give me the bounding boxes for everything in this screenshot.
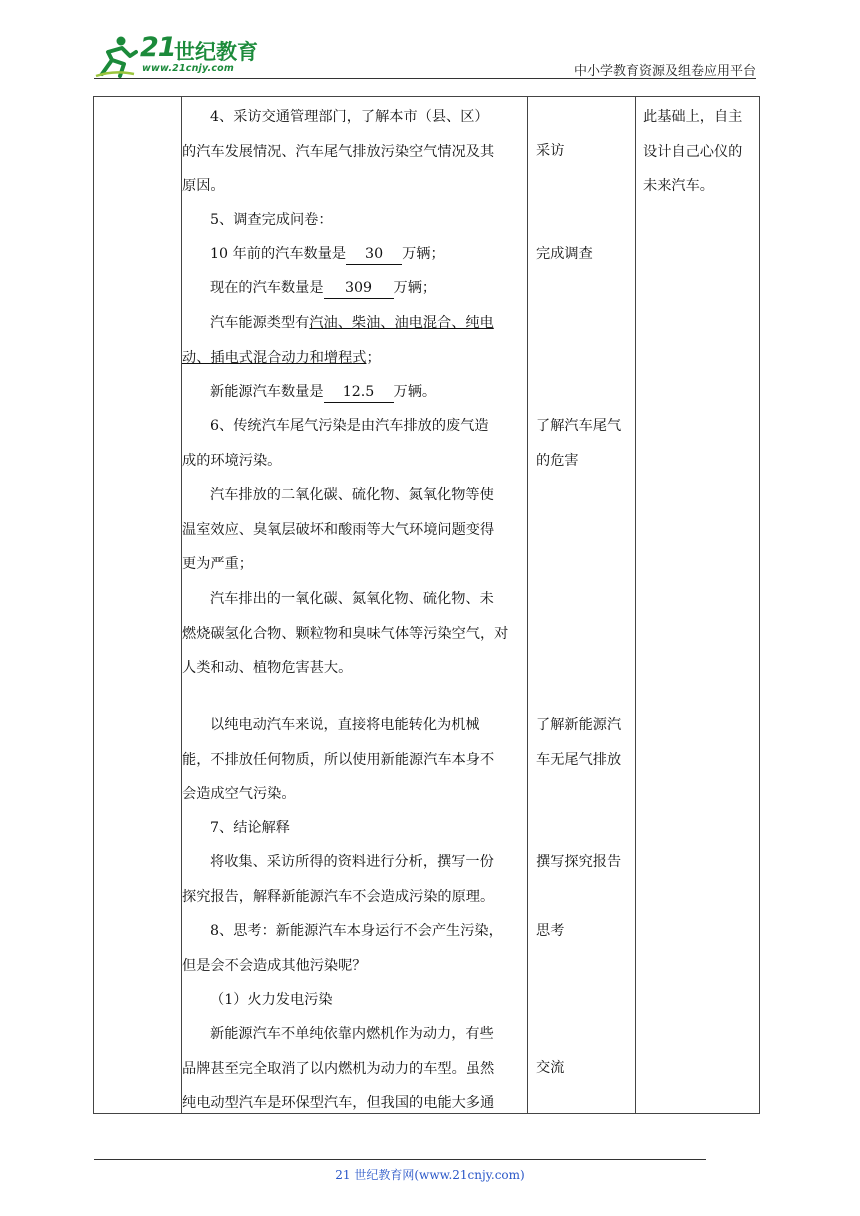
lesson-table (93, 96, 760, 1114)
survey-question-2: 现在的汽车数量是 309 万辆； (182, 271, 528, 306)
step-5: 5、调查完成问卷： (210, 212, 333, 228)
paragraph-electric: 以纯电动汽车来说，直接将电能转化为机械 能，不排放任何物质，所以使用新能源汽车本身不 会造成空气污染。 (182, 717, 495, 802)
activity-think: 思考 (536, 923, 565, 939)
activity-no-emission: 了解新能源汽 车无尾气排放 (536, 717, 622, 768)
stage-cell (94, 97, 182, 1114)
activity-report: 撰写探究报告 (536, 854, 622, 870)
paragraph-report: 将收集、采访所得的资料进行分析，撰写一份 探究报告，解释新能源汽车不会造成污染的原理。 (182, 854, 495, 905)
activity-interview: 采访 (536, 143, 565, 159)
student-activity-cell (528, 97, 636, 1114)
page-header (0, 0, 860, 80)
subheading-thermal-power: （1）火力发电污染 (210, 992, 333, 1008)
runner-logo-icon (94, 34, 138, 78)
design-intent-cell (636, 97, 760, 1114)
activity-discuss: 交流 (536, 1060, 565, 1076)
paragraph-pollutants: 汽车排出的一氧化碳、氮氧化物、硫化物、未 燃烧碳氢化合物、颗粒物和臭味气体等污染空气，对 人类和动、植物危害甚大。 (182, 591, 509, 676)
logo-name: 世纪教育 (174, 40, 258, 64)
footer-divider (94, 1159, 706, 1160)
answer-blank: 12.5 (324, 382, 394, 403)
site-logo (94, 34, 264, 78)
activity-survey: 完成调查 (536, 246, 593, 262)
step-6: 6、传统汽车尾气污染是由汽车排放的废气造 成的环境污染。 (182, 418, 489, 469)
platform-title: 中小学教育资源及组卷应用平台 (573, 64, 756, 79)
step-8: 8、思考：新能源汽车本身运行不会产生污染， 但是会不会造成其他污染呢？ (182, 923, 503, 974)
paragraph-thermal-power: 新能源汽车不单纯依靠内燃机作为动力，有些 品牌甚至完全取消了以内燃机为动力的车型。虽然 纯电动型汽车是环保型汽车，但我国的电能大多通 (182, 1026, 495, 1111)
footer-text: 21 世纪教育网(www.21cnjy.com) (335, 1168, 525, 1182)
answer-text: 动、插电式混合动力和增程式 (182, 349, 367, 366)
survey-question-1: 10 年前的汽车数量是 30 万辆； (182, 237, 528, 272)
logo-url: www.21cnjy.com (142, 63, 234, 74)
answer-blank: 30 (346, 244, 402, 265)
logo-number: 21 (140, 32, 176, 63)
answer-blank: 309 (324, 278, 394, 299)
activity-exhaust-harm: 了解汽车尾气 的危害 (536, 418, 622, 469)
header-divider (94, 78, 756, 79)
survey-question-4: 新能源汽车数量是 12.5 万辆。 (182, 375, 528, 410)
step-7: 7、结论解释 (210, 820, 290, 836)
answer-text: 汽油、柴油、油电混合、纯电 (309, 315, 494, 331)
activity-cell (182, 97, 528, 1114)
survey-question-3: 汽车能源类型有汽油、柴油、油电混合、纯电 动、插电式混合动力和增程式； (182, 315, 494, 366)
design-intent-text: 此基础上，自主 设计自己心仪的 未来汽车。 (643, 109, 743, 194)
paragraph-emissions: 汽车排放的二氧化碳、硫化物、氮氧化物等使 温室效应、臭氧层破坏和酸雨等大气环境问题变得 更为严重； (182, 487, 495, 572)
step-4: 4、采访交通管理部门，了解本市（县、区） 的汽车发展情况、汽车尾气排放污染空气情况及其 原因。 (182, 109, 495, 194)
